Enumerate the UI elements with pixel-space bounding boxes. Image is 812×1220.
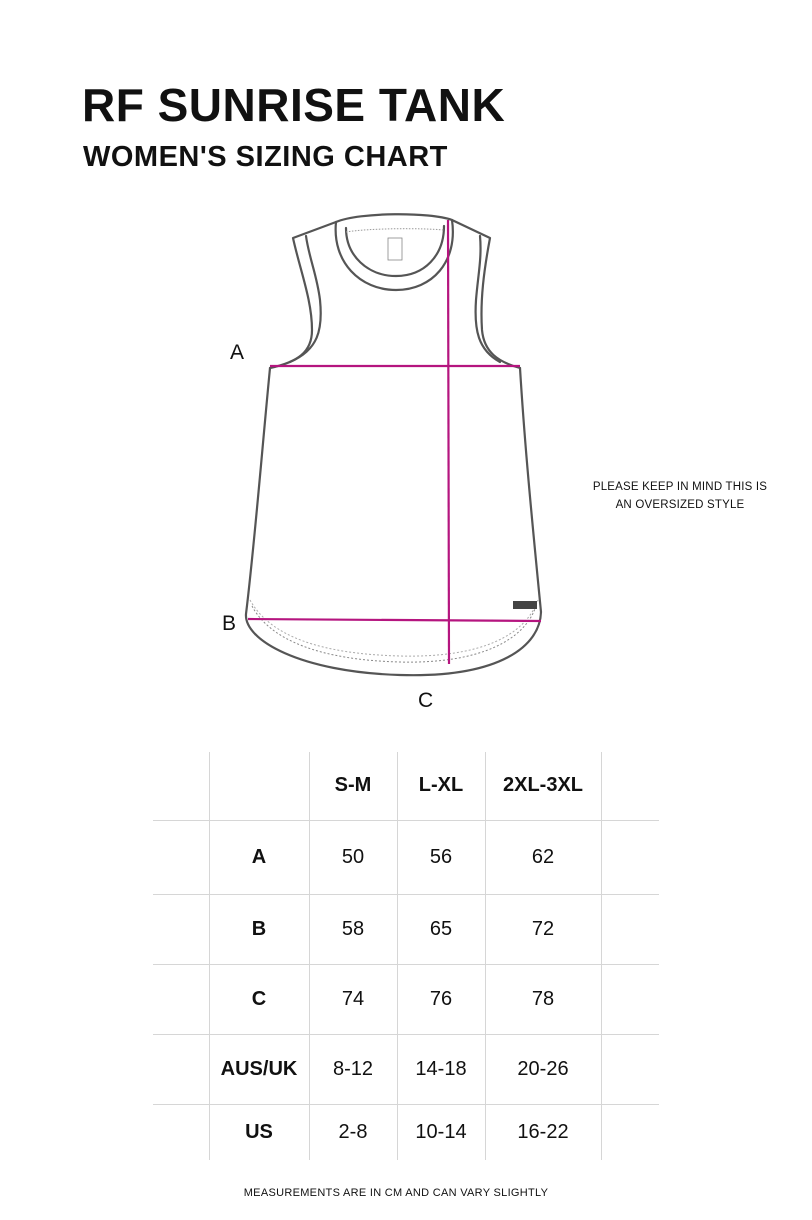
table-cell: 74 bbox=[309, 964, 397, 1034]
table-cell: 20-26 bbox=[485, 1034, 601, 1104]
measurement-lines bbox=[248, 220, 541, 664]
table-header-spacer bbox=[153, 752, 209, 820]
oversized-note bbox=[585, 478, 775, 514]
table-row bbox=[153, 820, 659, 894]
neck-ribbing bbox=[346, 229, 444, 232]
table-row bbox=[153, 894, 659, 964]
marker-b: B bbox=[222, 612, 237, 635]
size-table bbox=[153, 752, 659, 1160]
page-subtitle: WOMEN'S SIZING CHART bbox=[83, 141, 448, 173]
measure-line-b bbox=[248, 619, 541, 621]
marker-a: A bbox=[230, 341, 245, 364]
table-header-label bbox=[209, 752, 309, 820]
table-cell: 14-18 bbox=[397, 1034, 485, 1104]
table-cell: 58 bbox=[309, 894, 397, 964]
neck-label bbox=[388, 238, 402, 260]
tank-outline bbox=[246, 214, 541, 675]
table-row bbox=[153, 1034, 659, 1104]
table-cell: 10-14 bbox=[397, 1104, 485, 1160]
table-header-extra bbox=[601, 752, 659, 820]
row-label: C bbox=[209, 964, 309, 1034]
hem-stitching bbox=[252, 606, 536, 662]
table-header-size: 2XL-3XL bbox=[485, 752, 601, 820]
row-label: US bbox=[209, 1104, 309, 1160]
table-header-row bbox=[153, 752, 659, 820]
table-cell: 65 bbox=[397, 894, 485, 964]
table-cell: 8-12 bbox=[309, 1034, 397, 1104]
marker-c: C bbox=[418, 689, 434, 712]
table-cell: 62 bbox=[485, 820, 601, 894]
row-label: B bbox=[209, 894, 309, 964]
footer-disclaimer: MEASUREMENTS ARE IN CM AND CAN VARY SLIGHTLY bbox=[243, 1187, 549, 1199]
row-label: A bbox=[209, 820, 309, 894]
measure-line-c bbox=[448, 220, 449, 664]
page-title: RF SUNRISE TANK bbox=[82, 79, 506, 131]
note-line-1: PLEASE KEEP IN MIND THIS IS bbox=[592, 481, 768, 493]
table-cell: 2-8 bbox=[309, 1104, 397, 1160]
table-header-size: S-M bbox=[309, 752, 397, 820]
table-row bbox=[153, 964, 659, 1034]
brand-tag-icon bbox=[513, 601, 537, 609]
table-cell: 78 bbox=[485, 964, 601, 1034]
table-cell: 76 bbox=[397, 964, 485, 1034]
table-cell: 50 bbox=[309, 820, 397, 894]
table-cell: 16-22 bbox=[485, 1104, 601, 1160]
table-cell: 56 bbox=[397, 820, 485, 894]
row-label: AUS/UK bbox=[209, 1034, 309, 1104]
table-header-size: L-XL bbox=[397, 752, 485, 820]
note-line-2: AN OVERSIZED STYLE bbox=[615, 499, 745, 511]
table-cell: 72 bbox=[485, 894, 601, 964]
table-row bbox=[153, 1104, 659, 1160]
